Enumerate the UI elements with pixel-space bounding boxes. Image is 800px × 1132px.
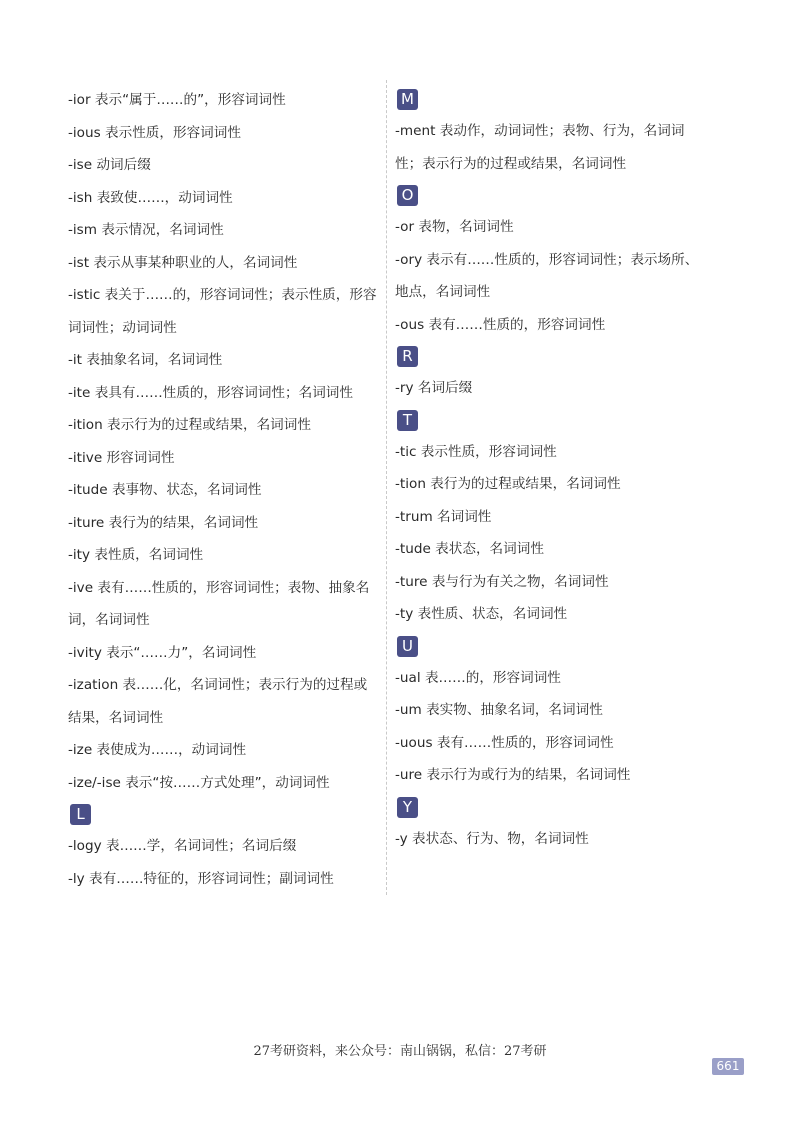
entry-ity: -ity 表性质，名词词性 [68, 547, 204, 563]
entry-ous: -ous 表有……性质的，形容词词性 [395, 316, 606, 333]
section-badge-L: L [70, 804, 91, 825]
entry-ition: -ition 表示行为的过程或结果，名词词性 [68, 417, 311, 433]
entry-istic: -istic 表关于……的，形容词词性；表示性质，形容词词性；动词词性 [68, 287, 377, 336]
entry-itude: -itude 表事物、状态，名词词性 [68, 482, 262, 498]
section-badge-U: U [397, 636, 418, 657]
entry-ior: -ior 表示“属于……的”，形容词词性 [68, 92, 286, 108]
entry-ize: -ize 表使成为……，动词词性 [68, 742, 247, 758]
entry-ory: -ory 表示有……性质的，形容词词性；表示场所、地点，名词词性 [395, 251, 699, 300]
entry-ish: -ish 表致使……，动词词性 [68, 189, 233, 206]
section-badge-R: R [397, 346, 418, 367]
entry-ture: -ture 表与行为有关之物，名词词性 [395, 573, 609, 590]
entry-iture: -iture 表行为的结果，名词词性 [68, 514, 259, 531]
entry-ize-ise: -ize/-ise 表示“按……方式处理”，动词词性 [68, 774, 330, 791]
column-divider [386, 80, 387, 895]
entry-y: -y 表状态、行为、物，名词词性 [395, 830, 589, 847]
entry-ive: -ive 表有……性质的，形容词词性；表物、抽象名词，名词词性 [68, 579, 370, 628]
entry-ure: -ure 表示行为或行为的结果，名词词性 [395, 767, 631, 783]
entry-uous: -uous 表有……性质的，形容词词性 [395, 734, 614, 751]
right-column [395, 84, 710, 855]
entry-um: -um 表实物、抽象名词，名词词性 [395, 702, 603, 718]
entry-or: -or 表物，名词词性 [395, 219, 514, 235]
footer-note: 27考研资料，来公众号：南山锅锅，私信：27考研 [253, 1044, 547, 1059]
entry-ual: -ual 表……的，形容词词性 [395, 669, 561, 686]
left-column [68, 84, 380, 895]
entry-ite: -ite 表具有……性质的，形容词词性；名词词性 [68, 384, 353, 401]
entry-ization: -ization 表……化，名词词性；表示行为的过程或结果，名词词性 [68, 677, 368, 726]
entry-ist: -ist 表示从事某种职业的人，名词词性 [68, 254, 298, 271]
entry-tude: -tude 表状态，名词词性 [395, 541, 544, 557]
page-number: 661 [712, 1058, 744, 1075]
entry-tic: -tic 表示性质，形容词词性 [395, 443, 557, 460]
entry-logy: -logy 表……学，名词词性；名词后缀 [68, 838, 297, 854]
section-badge-M: M [397, 89, 418, 110]
entry-ious: -ious 表示性质，形容词词性 [68, 124, 241, 141]
entry-ly: -ly 表有……特征的，形容词词性；副词词性 [68, 870, 334, 887]
section-badge-O: O [397, 185, 418, 206]
entry-ise: -ise 动词后缀 [68, 157, 151, 173]
entry-it: -it 表抽象名词，名词词性 [68, 352, 223, 368]
entry-tion: -tion 表行为的过程或结果，名词词性 [395, 476, 621, 492]
entry-trum: -trum 名词词性 [395, 508, 492, 525]
section-badge-Y: Y [397, 797, 418, 818]
section-badge-T: T [397, 410, 418, 431]
entry-itive: -itive 形容词词性 [68, 449, 175, 466]
entry-ivity: -ivity 表示“……力”，名词词性 [68, 644, 257, 661]
entry-ry: -ry 名词后缀 [395, 380, 473, 396]
entry-ism: -ism 表示情况，名词词性 [68, 222, 224, 238]
entry-ment: -ment 表动作，动词词性；表物、行为，名词词性；表示行为的过程或结果，名词词性 [395, 123, 685, 172]
entry-ty: -ty 表性质、状态，名词词性 [395, 606, 568, 622]
